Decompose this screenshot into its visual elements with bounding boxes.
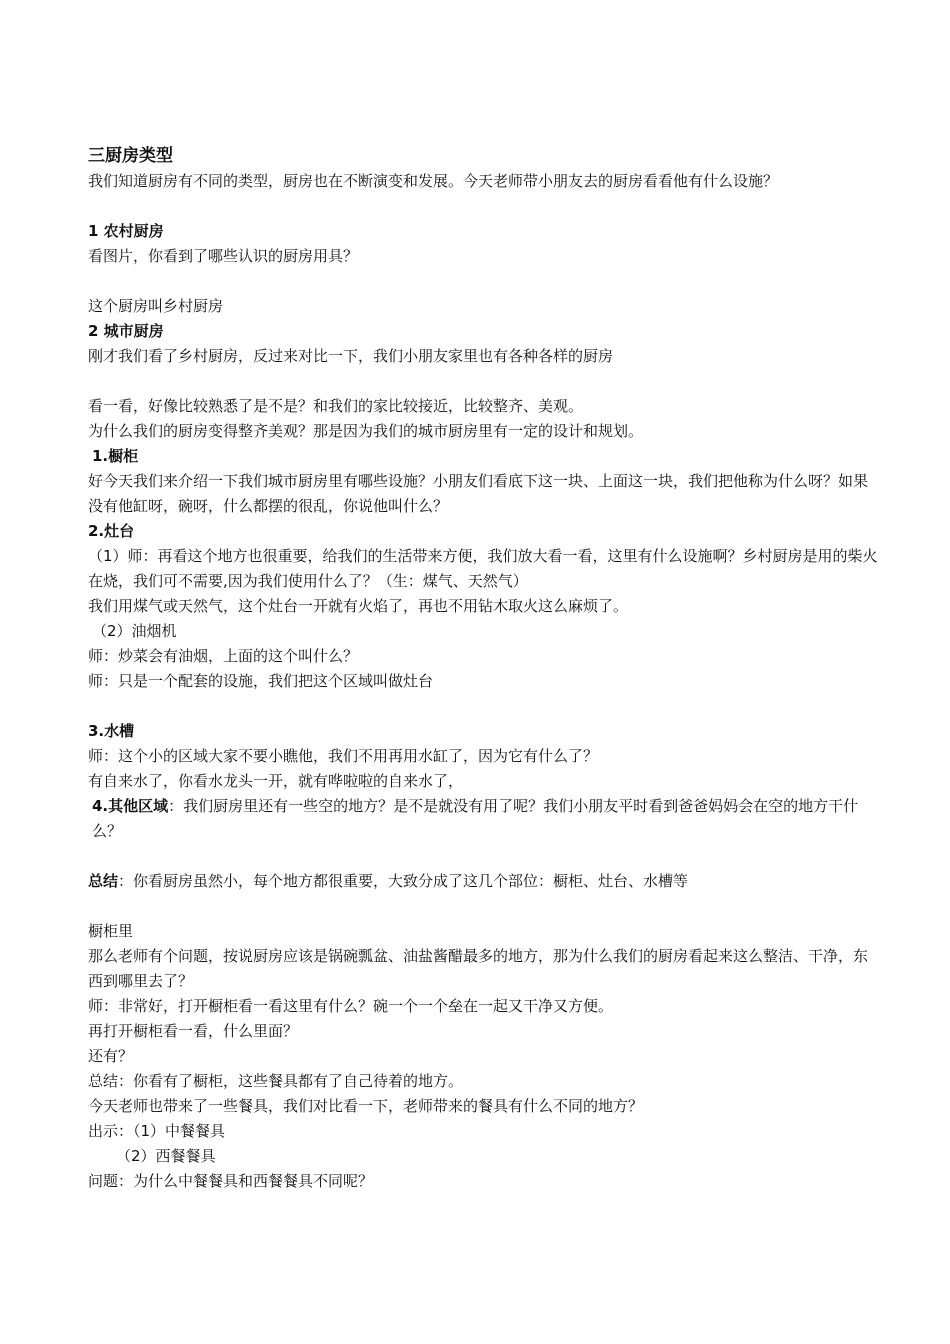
rural-question: 看图片，你看到了哪些认识的厨房用具？ xyxy=(88,247,359,265)
inside-paragraph-5: 总结：你看有了橱柜，这些餐具都有了自己待着的地方。 xyxy=(88,1072,464,1090)
final-question: 问题：为什么中餐餐具和西餐餐具不同呢？ xyxy=(88,1172,374,1190)
spacer xyxy=(88,369,878,394)
stove-paragraph-2: 我们用煤气或天然气，这个灶台一开就有火焰了，再也不用钻木取火这么麻烦了。 xyxy=(88,597,629,615)
stove-hood-item: （2）油烟机 xyxy=(92,622,177,640)
subheading-sink: 3.水槽 xyxy=(88,722,135,740)
inside-paragraph-6: 今天老师也带来了一些餐具，我们对比看一下，老师带来的餐具有什么不同的地方？ xyxy=(88,1097,644,1115)
spacer xyxy=(88,894,878,919)
rural-note: 这个厨房叫乡村厨房 xyxy=(88,297,224,315)
subheading-other: 4.其他区域 xyxy=(92,797,169,815)
show-item-chinese: 出示：（1）中餐餐具 xyxy=(88,1122,226,1140)
city-paragraph-2: 看一看，好像比较熟悉了是不是？和我们的家比较接近，比较整齐、美观。 xyxy=(88,397,584,415)
subheading-cabinet: 1.橱柜 xyxy=(92,447,139,465)
sink-paragraph-1: 师：这个小的区域大家不要小瞧他，我们不用再用水缸了，因为它有什么了？ xyxy=(88,747,599,765)
stove-paragraph-1: （1）师：再看这个地方也很重要，给我们的生活带来方便，我们放大看一看，这里有什么设施啊？乡村厨房是用的柴火在烧，我们可不需要,因为我们使用什么了？（生：煤气、天然气） xyxy=(88,547,878,590)
document-body xyxy=(88,143,878,1194)
subheading-stove: 2.灶台 xyxy=(88,522,135,540)
intro-paragraph: 我们知道厨房有不同的类型，厨房也在不断演变和发展。今天老师带小朋友去的厨房看看他有什么设施？ xyxy=(88,172,779,190)
spacer xyxy=(88,269,878,294)
sink-paragraph-2: 有自来水了，你看水龙头一开，就有哗啦啦的自来水了， xyxy=(88,772,464,790)
other-area-paragraph xyxy=(88,794,878,844)
spacer xyxy=(88,844,878,869)
spacer xyxy=(88,194,878,219)
city-paragraph-3: 为什么我们的厨房变得整齐美观？那是因为我们的城市厨房里有一定的设计和规划。 xyxy=(88,422,644,440)
inside-paragraph-2: 师：非常好，打开橱柜看一看这里有什么？碗一个一个垒在一起又干净又方便。 xyxy=(88,997,614,1015)
summary-label: 总结 xyxy=(88,872,119,890)
inside-cabinet-heading: 橱柜里 xyxy=(88,922,134,940)
city-paragraph-1: 刚才我们看了乡村厨房，反过来对比一下，我们小朋友家里也有各种各样的厨房 xyxy=(88,347,614,365)
show-item-western: （2）西餐餐具 xyxy=(116,1147,216,1165)
summary-text: ：你看厨房虽然小，每个地方都很重要，大致分成了这几个部位：橱柜、灶台、水槽等 xyxy=(118,872,689,890)
cabinet-paragraph: 好今天我们来介绍一下我们城市厨房里有哪些设施？小朋友们看底下这一块、上面这一块，我们把他称为什么呀？如果没有他缸呀，碗呀，什么都摆的很乱，你说他叫什么？ xyxy=(88,472,869,515)
inside-paragraph-4: 还有？ xyxy=(88,1047,134,1065)
other-area-text: ：我们厨房里还有一些空的地方？是不是就没有用了呢？我们小朋友平时看到爸爸妈妈会在空的地方干什么？ xyxy=(92,797,859,840)
inside-paragraph-3: 再打开橱柜看一看，什么里面？ xyxy=(88,1022,299,1040)
section-heading-city: 2 城市厨房 xyxy=(88,322,164,340)
inside-paragraph-1: 那么老师有个问题，按说厨房应该是锅碗瓢盆、油盐酱醋最多的地方，那为什么我们的厨房看起来这么整洁、干净，东西到哪里去了？ xyxy=(88,947,869,990)
page-title: 三厨房类型 xyxy=(88,146,173,166)
summary-paragraph xyxy=(88,869,878,894)
spacer xyxy=(88,694,878,719)
stove-paragraph-4: 师：炒菜会有油烟，上面的这个叫什么？ xyxy=(88,647,359,665)
stove-paragraph-5: 师：只是一个配套的设施，我们把这个区域叫做灶台 xyxy=(88,672,434,690)
section-heading-rural: 1 农村厨房 xyxy=(88,222,164,240)
